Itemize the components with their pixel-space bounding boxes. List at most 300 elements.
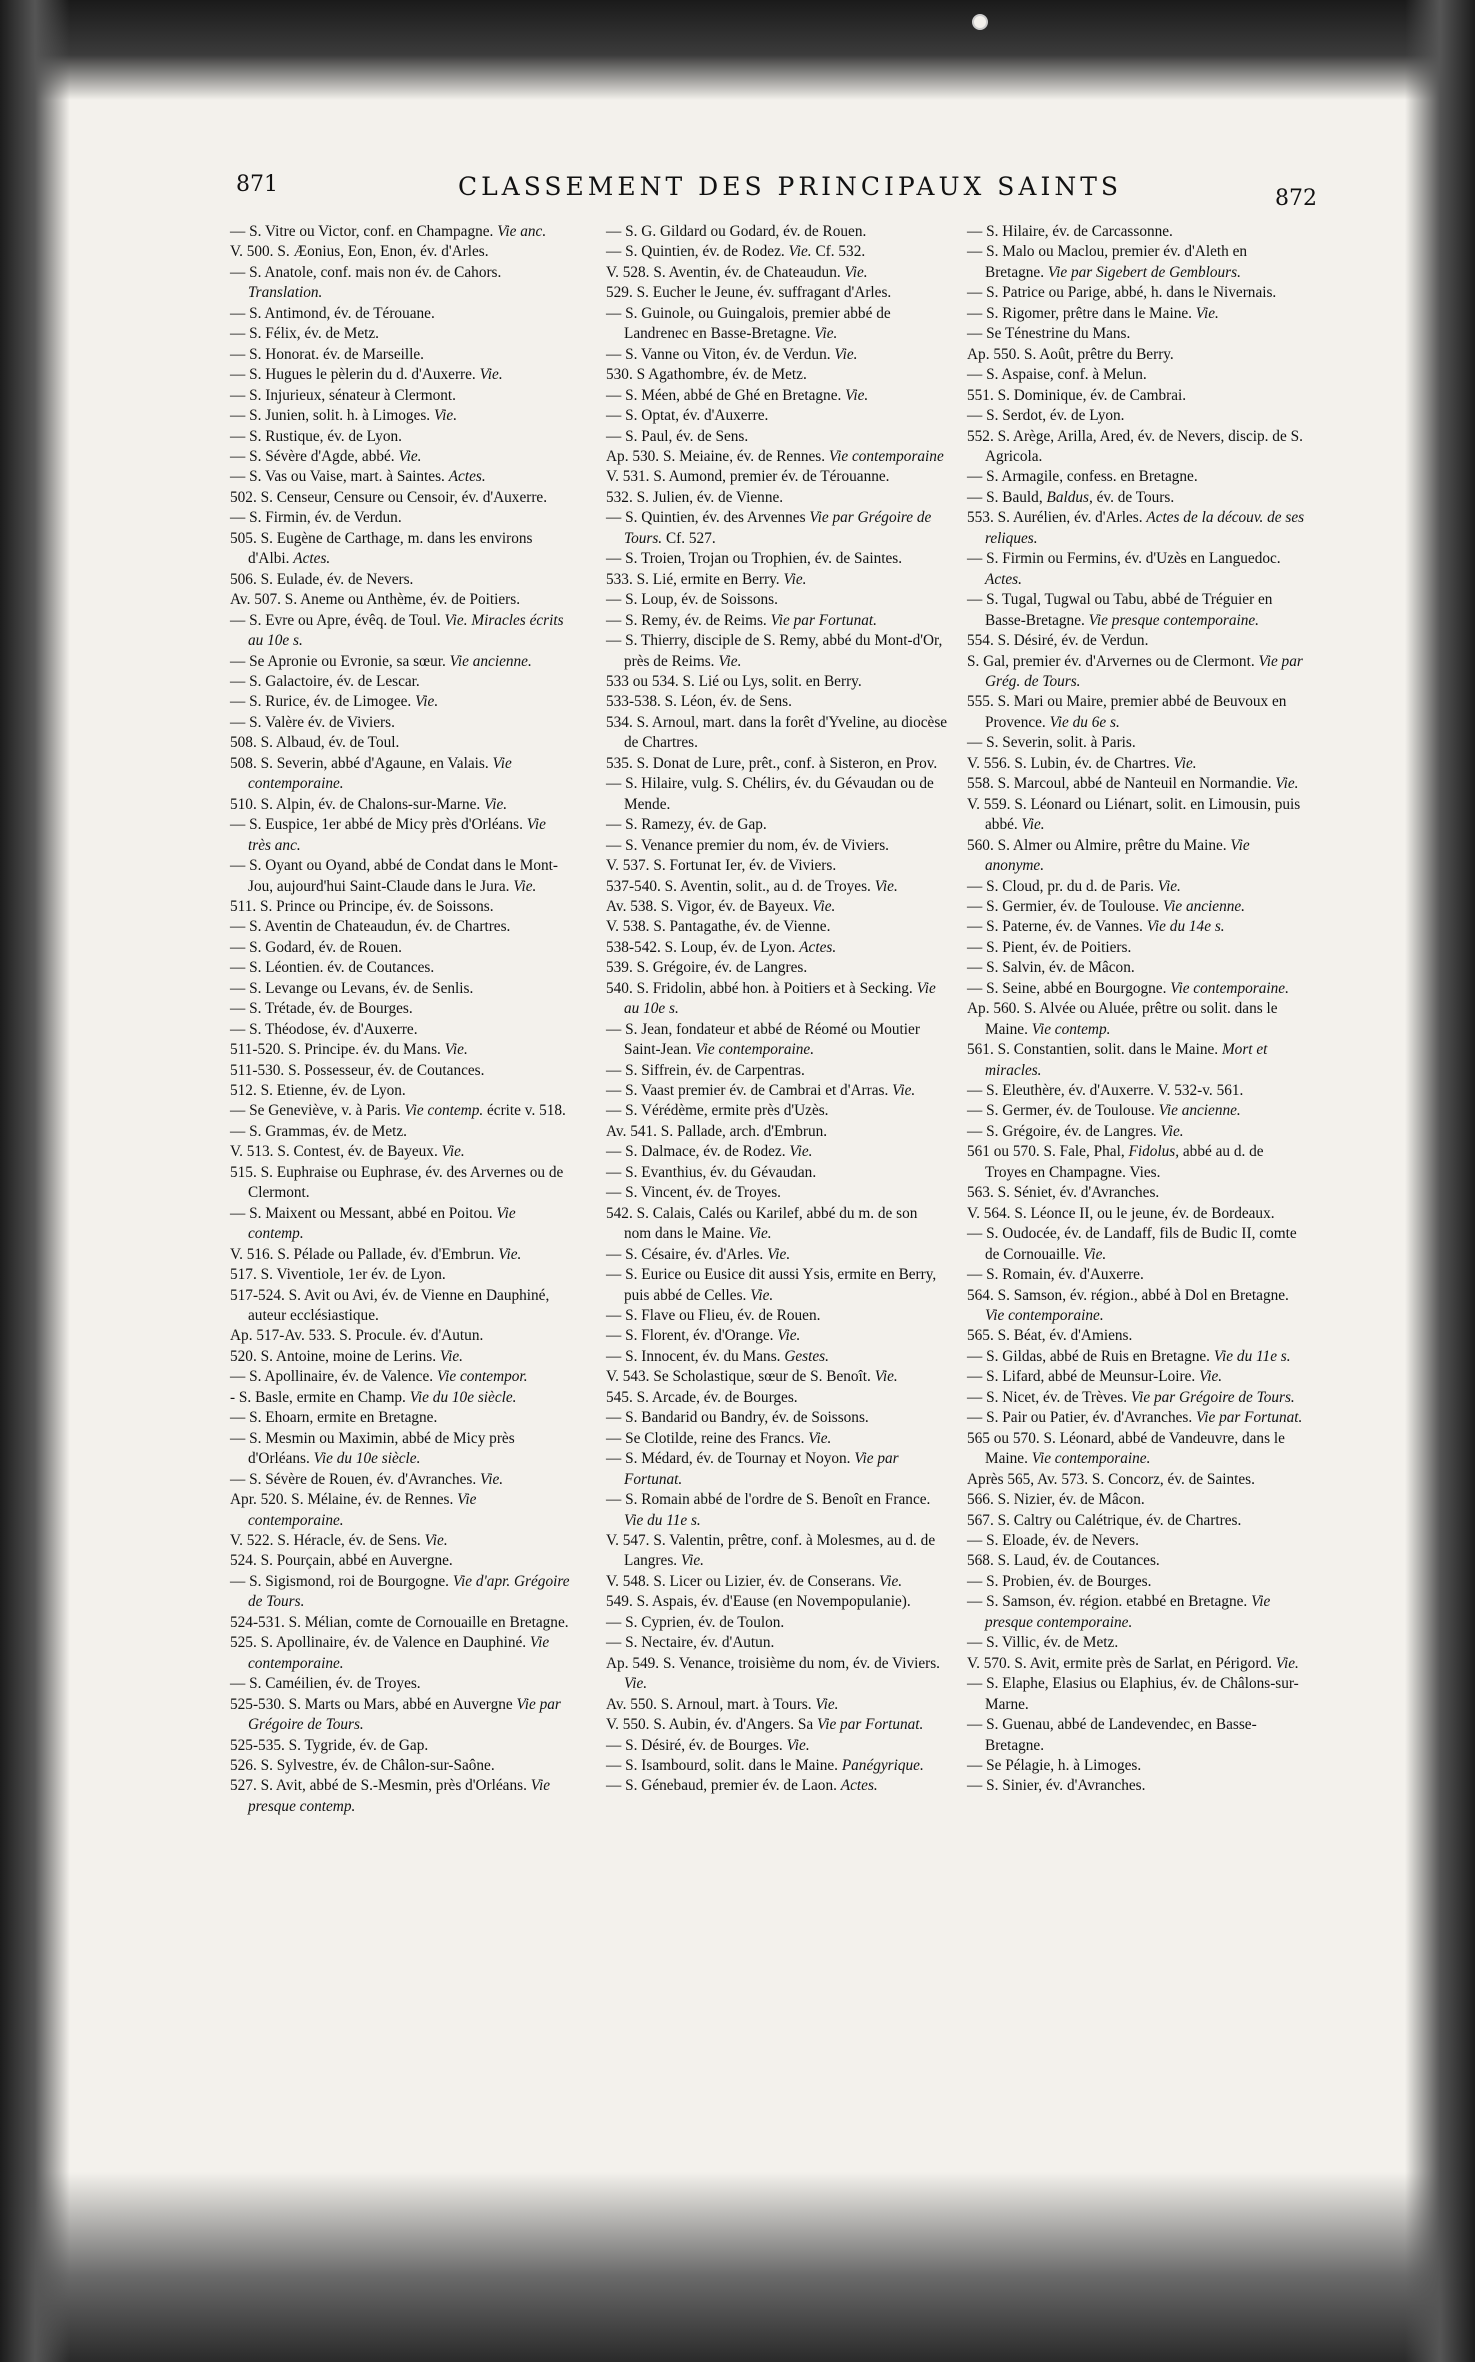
saint-entry — [606, 549, 948, 569]
entry-source-italic: Vie. — [878, 1572, 903, 1590]
saint-entry — [230, 222, 572, 242]
entry-source-italic: Vie. — [444, 1041, 468, 1059]
entry-suffix: Cf. 532. — [811, 243, 866, 261]
saint-entry — [230, 611, 572, 652]
entry-text: — S. Rurice, év. de Limogee. — [230, 693, 412, 711]
saint-entry — [230, 1326, 572, 1346]
entry-text: — S. Isambourd, solit. dans le Maine. — [606, 1756, 838, 1774]
entry-text: — S. Désiré, év. de Bourges. — [606, 1736, 783, 1754]
entry-text: 529. S. Eucher le Jeune, év. suffragant d'Arles. — [606, 284, 892, 302]
entry-text: — S. Oudocée, év. de Landaff, fils de Budic II, comte de Cornouaille. — [967, 1225, 1297, 1263]
saint-entry — [606, 1183, 948, 1203]
entry-text: S. Gal, premier év. d'Arvernes ou de Clermont. — [967, 652, 1255, 670]
saint-entry — [606, 754, 948, 774]
entry-source-italic: Vie presque contemporaine. — [985, 1593, 1271, 1631]
entry-text: — S. Guinole, ou Guingalois, premier abbé de Landrenec en Basse-Bretagne. — [606, 304, 891, 343]
entry-text: Ap. 530. S. Meiaine, év. de Rennes. — [606, 447, 826, 465]
entry-text: — S. Rigomer, prêtre dans le Maine. — [967, 304, 1192, 322]
entry-source-italic: Vie. — [814, 325, 838, 343]
entry-source-italic: Vie. — [513, 877, 537, 895]
saint-entry — [967, 1367, 1309, 1387]
entry-text: V. 531. S. Aumond, premier év. de Térouanne. — [606, 468, 890, 486]
saint-entry — [606, 1592, 948, 1612]
entry-source-italic: Vie contemporaine. — [248, 754, 512, 793]
saint-entry — [967, 692, 1309, 733]
entry-source-italic: Vie presque contemporaine. — [1088, 611, 1259, 629]
entry-source-italic: Vie. — [892, 1082, 916, 1100]
entry-source-italic: Vie. — [1275, 1654, 1299, 1672]
entry-source-italic: Vie. — [1195, 304, 1219, 322]
saint-entry — [230, 1040, 572, 1060]
saint-entry — [230, 1122, 572, 1142]
entry-suffix: év. de Tours. — [1092, 488, 1175, 506]
saint-entry — [230, 1204, 572, 1245]
entry-text: — S. Cloud, pr. du d. de Paris. — [967, 877, 1154, 895]
entry-text: 539. S. Grégoire, év. de Langres. — [606, 959, 808, 977]
entry-text: 525. S. Apollinaire, év. de Valence en Dauphiné. — [230, 1634, 527, 1652]
entry-source-italic: Vie. — [874, 1368, 898, 1386]
saint-entry — [230, 1388, 572, 1408]
saint-entry — [230, 1081, 572, 1101]
entry-text: V. 537. S. Fortunat Ier, év. de Viviers. — [606, 857, 837, 875]
entry-text: — S. Antimond, év. de Térouane. — [230, 304, 435, 322]
saint-entry — [967, 304, 1309, 324]
scan-border-left — [0, 0, 70, 2362]
saint-entry — [967, 754, 1309, 774]
entry-text: — S. Quintien, év. de Rodez. — [606, 243, 785, 261]
entry-text: V. 522. S. Héracle, év. de Sens. — [230, 1532, 421, 1549]
saint-entry — [606, 1449, 948, 1490]
entry-source-italic: Vie. — [680, 1552, 704, 1570]
saint-entry — [230, 1061, 572, 1081]
entry-text: 565 ou 570. S. Léonard, abbé de Vandeuvre, dans le Maine. — [967, 1429, 1285, 1468]
entry-text: 517-524. S. Avit ou Avi, év. de Vienne en Dauphiné, auteur ecclésiastique. — [230, 1286, 550, 1325]
entry-text: — S. Gildas, abbé de Ruis en Bretagne. — [967, 1347, 1211, 1365]
entry-text: V. 547. S. Valentin, prêtre, conf. à Molesmes, au d. de Langres. — [606, 1532, 936, 1570]
entry-text: 524-531. S. Mélian, comte de Cornouaille en Bretagne. — [230, 1613, 569, 1631]
saint-entry — [606, 1245, 948, 1265]
saint-entry — [606, 1756, 948, 1776]
saint-entry — [967, 958, 1309, 978]
entry-text: Ap. 549. S. Venance, troisième du nom, év. de Viviers. — [606, 1654, 940, 1672]
entry-text: — Se Geneviève, v. à Paris. — [230, 1102, 401, 1120]
saint-entry — [606, 263, 948, 283]
saint-entry — [230, 1756, 572, 1776]
entry-text: — S. Vitre ou Victor, conf. en Champagne. — [230, 223, 494, 240]
saint-entry — [230, 958, 572, 978]
entry-text: — S. Salvin, év. de Mâcon. — [967, 959, 1135, 977]
saint-entry — [967, 1122, 1309, 1142]
entry-text: — S. Aspaise, conf. à Melun. — [967, 366, 1147, 384]
saint-entry — [230, 672, 572, 692]
saint-entry — [230, 815, 572, 856]
entry-text: — Se Clotilde, reine des Francs. — [606, 1429, 805, 1447]
saint-entry — [230, 979, 572, 999]
entry-suffix: abbé au d. de Troyes en Champagne. Vies. — [985, 1143, 1264, 1181]
saint-entry — [230, 1695, 572, 1736]
entry-source-italic: Vie. — [1199, 1368, 1223, 1386]
saint-entry — [967, 1511, 1309, 1531]
saint-entry — [606, 1633, 948, 1653]
saint-entry — [967, 1408, 1309, 1428]
scan-border-bottom — [0, 2172, 1475, 2362]
saint-entry — [967, 1224, 1309, 1265]
entry-source-italic: Vie au 10e s. — [624, 979, 936, 1018]
entry-source-italic: Vie. — [479, 366, 503, 384]
entry-text: — Se Pélagie, h. à Limoges. — [967, 1756, 1142, 1774]
entry-source-italic: Vie. — [424, 1532, 448, 1549]
entry-text: 563. S. Séniet, év. d'Avranches. — [967, 1184, 1160, 1202]
saint-entry — [967, 488, 1309, 508]
saint-entry — [230, 1490, 572, 1531]
entry-text: 560. S. Almer ou Almire, prêtre du Maine. — [967, 836, 1227, 854]
saint-entry — [230, 324, 572, 344]
entry-source-italic: Vie. — [398, 447, 422, 465]
entry-text: — S. Maixent ou Messant, abbé en Poitou. — [230, 1204, 493, 1222]
entry-text: — S. Hilaire, vulg. S. Chélirs, év. du Gévaudan ou de Mende. — [606, 775, 934, 813]
entry-source-italic: Vie très anc. — [248, 816, 546, 854]
entry-text: — S. Germier, év. de Toulouse. — [967, 897, 1160, 915]
saint-entry — [967, 1142, 1309, 1183]
entry-text: — S. Levange ou Levans, év. de Senlis. — [230, 979, 474, 997]
entry-text: 520. S. Antoine, moine de Lerins. — [230, 1347, 437, 1365]
entry-text: — S. Guenau, abbé de Landevendec, en Basse-Bretagne. — [967, 1716, 1257, 1754]
saint-entry — [230, 242, 572, 262]
saint-entry — [967, 222, 1309, 242]
entry-text: — S. Innocent, év. du Mans. — [606, 1347, 781, 1365]
saint-entry — [606, 1306, 948, 1326]
saint-entry — [230, 713, 572, 733]
saint-entry — [967, 1429, 1309, 1470]
saint-entry — [606, 1408, 948, 1428]
saint-entry — [967, 508, 1309, 549]
entry-text: — Se Apronie ou Evronie, sa sœur. — [230, 652, 446, 670]
entry-text: 545. S. Arcade, év. de Bourges. — [606, 1388, 798, 1406]
saint-entry — [230, 1429, 572, 1470]
entry-text: — S. Anatole, conf. mais non év. de Cahors. — [230, 263, 502, 281]
saint-entry — [967, 1326, 1309, 1346]
saint-entry — [967, 406, 1309, 426]
entry-source-italic: Vie du 14e s. — [1146, 918, 1225, 936]
saint-entry — [230, 795, 572, 815]
entry-text: V. 570. S. Avit, ermite près de Sarlat, en Périgord. — [967, 1654, 1272, 1672]
saint-entry — [967, 1776, 1309, 1796]
saint-entry — [230, 447, 572, 467]
entry-text: — S. Villic, év. de Metz. — [967, 1634, 1119, 1652]
column-3 — [967, 222, 1309, 1797]
saint-entry — [230, 1633, 572, 1674]
saint-entry — [230, 1367, 572, 1387]
entry-source-italic: Actes de la découv. de ses reliques. — [985, 509, 1305, 547]
saint-entry — [230, 652, 572, 672]
entry-source-italic: Actes. — [293, 550, 331, 568]
entry-source-italic: Actes. — [448, 468, 486, 486]
entry-text: — S. Vaast premier év. de Cambrai et d'Arras. — [606, 1082, 889, 1100]
entry-text: — S. Lifard, abbé de Meunsur-Loire. — [967, 1368, 1196, 1386]
entry-text: V. 548. S. Licer ou Lizier, év. de Conserans. — [606, 1572, 876, 1590]
saint-entry — [606, 488, 948, 508]
entry-text: — S. Rustique, év. de Lyon. — [230, 427, 402, 445]
saint-entry — [967, 733, 1309, 753]
entry-source-italic: Vie. — [748, 1225, 772, 1243]
saint-entry — [606, 672, 948, 692]
entry-text: 561. S. Constantien, solit. dans le Maine. — [967, 1041, 1219, 1059]
saint-entry — [230, 1265, 572, 1285]
entry-text: 538-542. S. Loup, év. de Lyon. — [606, 938, 796, 956]
saint-entry — [967, 1470, 1309, 1490]
saint-entry — [606, 1122, 948, 1142]
saint-entry — [230, 1674, 572, 1694]
entry-suffix: Cf. 527. — [662, 529, 716, 547]
entry-source-italic: Vie anc. — [497, 223, 547, 240]
saint-entry — [230, 938, 572, 958]
entry-text: — S. Pair ou Patier, év. d'Avranches. — [967, 1409, 1193, 1427]
entry-source-italic: Vie. — [750, 1286, 774, 1304]
entry-text: — S. Sinier, év. d'Avranches. — [967, 1777, 1146, 1795]
entry-text: — S. Honorat. év. de Marseille. — [230, 345, 424, 363]
entry-text: — S. Nectaire, év. d'Autun. — [606, 1634, 775, 1652]
entry-source-italic: Vie. — [815, 1695, 839, 1713]
entry-text: 532. S. Julien, év. de Vienne. — [606, 488, 784, 506]
entry-text: — S. Florent, év. d'Orange. — [606, 1327, 774, 1345]
entry-text: — S. Tugal, Tugwal ou Tabu, abbé de Tréguier en Basse-Bretagne. — [967, 591, 1273, 629]
entry-text: — S. Loup, év. de Soissons. — [606, 591, 778, 609]
saint-entry — [606, 590, 948, 610]
saint-entry — [967, 795, 1309, 836]
entry-source-italic: Vie par Grégoire de Tours. — [1130, 1388, 1295, 1406]
entry-text: — S. Quintien, év. des Arvennes — [606, 509, 806, 527]
saint-entry — [230, 1551, 572, 1571]
entry-text: 564. S. Samson, év. région., abbé à Dol en Bretagne. — [967, 1286, 1289, 1304]
saint-entry — [230, 1163, 572, 1204]
entry-source-italic: Vie. — [1021, 816, 1045, 834]
entry-source-italic: Vie presque contemp. — [248, 1777, 550, 1815]
entry-text: 535. S. Donat de Lure, prêt., conf. à Sisteron, en Prov. — [606, 754, 938, 772]
saint-entry — [967, 1654, 1309, 1674]
saint-entry — [606, 242, 948, 262]
saint-entry — [606, 345, 948, 365]
entry-text: 512. S. Etienne, év. de Lyon. — [230, 1082, 406, 1100]
entry-source-italic: Vie. — [624, 1675, 648, 1693]
saint-entry — [967, 774, 1309, 794]
saint-entry — [967, 1183, 1309, 1203]
entry-text: — S. Bandarid ou Bandry, év. de Soissons. — [606, 1409, 869, 1427]
entry-text: — S. Firmin, év. de Verdun. — [230, 509, 402, 527]
saint-entry — [230, 917, 572, 937]
entry-text: Ap. 550. S. Août, prêtre du Berry. — [967, 345, 1174, 363]
saint-entry — [967, 1633, 1309, 1653]
saint-entry — [967, 631, 1309, 651]
saint-entry — [967, 345, 1309, 365]
saint-entry — [230, 1101, 572, 1121]
saint-entry — [606, 877, 948, 897]
saint-entry — [230, 1245, 572, 1265]
column-2 — [606, 222, 948, 1797]
entry-text: — S. Paul, év. de Sens. — [606, 427, 749, 445]
entry-source-italic: Vie contemporaine — [828, 447, 944, 465]
entry-text: 524. S. Pourçain, abbé en Auvergne. — [230, 1552, 453, 1570]
entry-source-italic: Vie contemp. — [1031, 1020, 1111, 1038]
saint-entry — [967, 897, 1309, 917]
saint-entry — [606, 713, 948, 754]
entry-text: Av. 541. S. Pallade, arch. d'Embrun. — [606, 1122, 828, 1140]
saint-entry — [230, 1531, 572, 1551]
entry-source-italic: Vie par Fortunat. — [816, 1716, 924, 1734]
entry-source-italic: Vie par Fortunat. — [1196, 1409, 1303, 1427]
entry-text: 561 ou 570. S. Fale, Phal, — [967, 1143, 1125, 1161]
entry-text: 510. S. Alpin, év. de Chalons-sur-Marne. — [230, 795, 481, 813]
saint-entry — [606, 692, 948, 712]
entry-text: 565. S. Béat, év. d'Amiens. — [967, 1327, 1133, 1345]
column-1 — [230, 222, 572, 1817]
entry-source-italic: Fidolus, — [1128, 1143, 1180, 1161]
saint-entry — [967, 938, 1309, 958]
running-title: CLASSEMENT DES PRINCIPAUX SAINTS — [457, 172, 1123, 201]
scan-border-right — [1405, 0, 1475, 2362]
entry-source-italic: Vie contemp. — [404, 1102, 484, 1120]
entry-text: 533 ou 534. S. Lié ou Lys, solit. en Berry. — [606, 672, 862, 690]
saint-entry — [606, 917, 948, 937]
entry-source-italic: Vie anonyme. — [985, 836, 1250, 875]
entry-text: 534. S. Arnoul, mart. dans la forêt d'Yveline, au diocèse de Chartres. — [606, 713, 948, 752]
entry-text: — S. Mesmin ou Maximin, abbé de Micy près d'Orléans. — [230, 1429, 515, 1468]
saint-entry — [230, 1613, 572, 1633]
saint-entry — [967, 242, 1309, 283]
entry-text: V. 500. S. Æonius, Eon, Enon, év. d'Arles. — [230, 243, 489, 261]
entry-text: V. 564. S. Léonce II, ou le jeune, év. de Bordeaux. — [967, 1204, 1275, 1222]
saint-entry — [967, 999, 1309, 1040]
saint-entry — [606, 1163, 948, 1183]
saint-entry — [230, 692, 572, 712]
entry-text: — S. Trétade, év. de Bourges. — [230, 1000, 413, 1018]
entry-text: — S. Bauld, — [967, 488, 1043, 506]
saint-entry — [967, 1551, 1309, 1571]
saint-entry — [230, 570, 572, 590]
entry-text: — S. Siffrein, év. de Carpentras. — [606, 1061, 805, 1079]
entry-text: — S. Ehoarn, ermite en Bretagne. — [230, 1409, 438, 1427]
saint-entry — [606, 958, 948, 978]
entry-text: — S. Aventin de Chateaudun, év. de Chartres. — [230, 918, 511, 936]
entry-text: 511-530. S. Possesseur, év. de Coutances. — [230, 1061, 485, 1079]
saint-entry — [606, 1695, 948, 1715]
saint-entry — [967, 365, 1309, 385]
entry-text: 506. S. Eulade, év. de Nevers. — [230, 570, 414, 588]
saint-entry — [606, 570, 948, 590]
entry-text: — S. Firmin ou Fermins, év. d'Uzès en Languedoc. — [967, 550, 1281, 568]
entry-text: 525-530. S. Marts ou Mars, abbé en Auvergne — [230, 1695, 513, 1713]
saint-entry — [230, 754, 572, 795]
saint-entry — [606, 467, 948, 487]
entry-text: Apr. 520. S. Mélaine, év. de Rennes. — [230, 1491, 454, 1509]
saint-entry — [606, 938, 948, 958]
saint-entry — [967, 1674, 1309, 1715]
saint-entry — [967, 917, 1309, 937]
entry-source-italic: Vie d'apr. Grégoire de Tours. — [248, 1572, 570, 1611]
entry-source-italic: Vie contemporaine. — [985, 1307, 1104, 1325]
entry-source-italic: Vie par Grégoire de Tours. — [624, 509, 932, 547]
scan-border-top — [0, 0, 1475, 100]
saint-entry — [230, 1020, 572, 1040]
entry-text: V. 550. S. Aubin, év. d'Angers. Sa — [606, 1716, 814, 1734]
entry-text: — S. Patrice ou Parige, abbé, h. dans le Nivernais. — [967, 284, 1277, 302]
entry-source-italic: Vie. — [1157, 877, 1181, 895]
saint-entry — [967, 1531, 1309, 1551]
saint-entry — [230, 897, 572, 917]
entry-text: — S. Evanthius, év. du Gévaudan. — [606, 1163, 817, 1181]
entry-text: 553. S. Aurélien, év. d'Arles. — [967, 509, 1143, 527]
entry-text: — S. Sévère d'Agde, abbé. — [230, 447, 395, 465]
entry-text: V. 528. S. Aventin, év. de Chateaudun. — [606, 263, 841, 281]
entry-source-italic: Vie. — [718, 652, 742, 670]
entry-text: — S. Léontien. év. de Coutances. — [230, 959, 435, 977]
saint-entry — [606, 815, 948, 835]
entry-source-italic: Translation. — [248, 284, 323, 302]
entry-text: — S. Sigismond, roi de Bourgogne. — [230, 1572, 449, 1590]
entry-source-italic: Panégyrique. — [841, 1756, 924, 1774]
entry-source-italic: Vie contemporaine. — [1031, 1450, 1151, 1468]
entry-text: 508. S. Albaud, év. de Toul. — [230, 734, 400, 752]
entry-text: — S. Ramezy, év. de Gap. — [606, 816, 767, 834]
entry-text: — S. Dalmace, év. de Rodez. — [606, 1143, 786, 1161]
entry-source-italic: Vie ancienne. — [1162, 897, 1245, 915]
entry-text: 533-538. S. Léon, év. de Sens. — [606, 693, 792, 711]
saint-entry — [606, 447, 948, 467]
entry-text: — S. Grammas, év. de Metz. — [230, 1122, 408, 1140]
saint-entry — [967, 1490, 1309, 1510]
entry-source-italic: Vie. — [1173, 754, 1197, 772]
saint-entry — [606, 1142, 948, 1162]
entry-source-italic: Vie. — [874, 877, 898, 895]
entry-text: — S. Godard, év. de Rouen. — [230, 938, 402, 956]
saint-entry — [606, 1020, 948, 1061]
saint-entry — [967, 1204, 1309, 1224]
entry-text: — S. Cyprien, év. de Toulon. — [606, 1613, 785, 1631]
entry-text: — S. Armagile, confess. en Bretagne. — [967, 468, 1198, 486]
entry-text: 549. S. Aspais, év. d'Eause (en Novempopulanie). — [606, 1593, 911, 1611]
saint-entry — [230, 508, 572, 528]
entry-text: — S. Hilaire, év. de Carcassonne. — [967, 223, 1173, 240]
entry-text: — S. Apollinaire, év. de Valence. — [230, 1368, 434, 1386]
entry-text: — S. Germer, év. de Toulouse. — [967, 1102, 1155, 1120]
entry-text: 517. S. Viventiole, 1er év. de Lyon. — [230, 1266, 446, 1284]
saint-entry — [606, 1388, 948, 1408]
entry-source-italic: Vie du 10e siècle. — [409, 1388, 517, 1406]
saint-entry — [606, 1715, 948, 1735]
entry-text: — S. Nicet, év. de Trèves. — [967, 1388, 1128, 1406]
entry-text: 568. S. Laud, év. de Coutances. — [967, 1552, 1160, 1570]
entry-text: 537-540. S. Aventin, solit., au d. de Troyes. — [606, 877, 871, 895]
saint-entry — [967, 1040, 1309, 1081]
saint-entry — [606, 508, 948, 549]
saint-entry — [967, 324, 1309, 344]
entry-text: 554. S. Désiré, év. de Verdun. — [967, 632, 1149, 650]
entry-text: — S. Eleuthère, év. d'Auxerre. V. 532-v. 561. — [967, 1082, 1244, 1100]
entry-text: — S. Méen, abbé de Ghé en Bretagne. — [606, 386, 842, 404]
entry-source-italic: Vie. — [844, 263, 868, 281]
entry-text: — S. Eloade, év. de Nevers. — [967, 1532, 1139, 1549]
entry-text: — S. Malo ou Maclou, premier év. d'Aleth en Bretagne. — [967, 243, 1248, 281]
saint-entry — [230, 365, 572, 385]
saint-entry — [230, 856, 572, 897]
entry-source-italic: Vie par Sigebert de Gemblours. — [1047, 263, 1241, 281]
entry-text: — S. Elaphe, Elasius ou Elaphius, év. de Châlons-sur-Marne. — [967, 1675, 1299, 1713]
saint-entry — [606, 897, 948, 917]
entry-text: — S. Félix, év. de Metz. — [230, 325, 379, 343]
entry-text: — S. Romain, év. d'Auxerre. — [967, 1266, 1144, 1284]
entry-source-italic: Vie par Grég. de Tours. — [985, 652, 1303, 690]
entry-source-italic: Baldus, — [1046, 488, 1093, 506]
saint-entry — [230, 386, 572, 406]
